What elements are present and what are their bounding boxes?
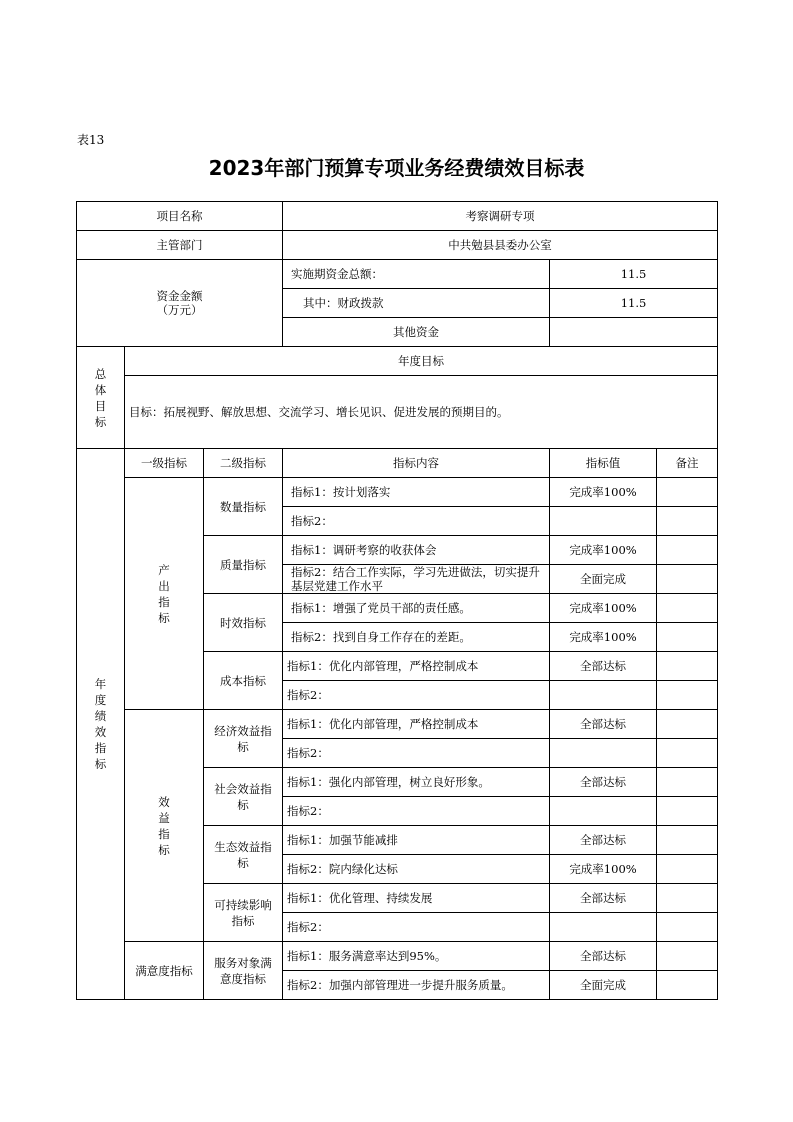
indicator-value: 全部达标 xyxy=(550,826,657,855)
indicator-content: 指标2： xyxy=(283,913,550,942)
level2-label: 服务对象满意度指标 xyxy=(204,942,283,1000)
funds-other-label: 其他资金 xyxy=(283,318,550,347)
level2-label: 时效指标 xyxy=(204,594,283,652)
level2-label: 社会效益指标 xyxy=(204,768,283,826)
level2-label: 生态效益指标 xyxy=(204,826,283,884)
indicator-value xyxy=(550,739,657,768)
indicator-value: 全面完成 xyxy=(550,971,657,1000)
performance-table xyxy=(76,201,718,1000)
indicator-remark xyxy=(657,884,718,913)
annual-goal-label: 年度目标 xyxy=(125,347,718,376)
indicator-content: 指标1：增强了党员干部的责任感。 xyxy=(283,594,550,623)
indicator-value: 全部达标 xyxy=(550,652,657,681)
funds-label: 资金金额 （万元） xyxy=(77,260,283,347)
indicator-content: 指标1：优化内部管理，严格控制成本 xyxy=(283,710,550,739)
indicator-content: 指标1：优化内部管理，严格控制成本 xyxy=(283,652,550,681)
indicator-remark xyxy=(657,855,718,884)
indicator-value: 完成率100% xyxy=(550,594,657,623)
level1-satisfaction xyxy=(125,942,204,1000)
indicator-content: 指标1：调研考察的收获体会 xyxy=(283,536,550,565)
indicator-value: 完成率100% xyxy=(550,855,657,884)
indicator-remark xyxy=(657,913,718,942)
overall-goal-text: 总体目标 xyxy=(94,366,107,429)
indicator-remark xyxy=(657,942,718,971)
indicator-remark xyxy=(657,507,718,536)
header-remark: 备注 xyxy=(657,449,718,478)
indicator-value: 全部达标 xyxy=(550,942,657,971)
indicator-value xyxy=(550,913,657,942)
indicator-value: 全部达标 xyxy=(550,710,657,739)
table-row xyxy=(77,942,718,971)
level1-benefit-text: 效益指标 xyxy=(158,794,170,857)
indicator-value xyxy=(550,681,657,710)
indicator-value: 全部达标 xyxy=(550,884,657,913)
indicator-value xyxy=(550,797,657,826)
indicator-remark xyxy=(657,710,718,739)
level2-label: 数量指标 xyxy=(204,478,283,536)
indicator-remark xyxy=(657,536,718,565)
funds-other-value xyxy=(550,318,718,347)
indicator-value xyxy=(550,507,657,536)
indicator-content: 指标1：按计划落实 xyxy=(283,478,550,507)
overall-goal-label xyxy=(77,347,125,449)
level1-benefit xyxy=(125,710,204,942)
indicator-content: 指标1：优化管理、持续发展 xyxy=(283,884,550,913)
indicator-value: 完成率100% xyxy=(550,623,657,652)
indicator-remark xyxy=(657,797,718,826)
indicator-content: 指标2： xyxy=(283,797,550,826)
annual-perf-text: 年度绩效指标 xyxy=(94,677,107,771)
indicator-value: 完成率100% xyxy=(550,536,657,565)
header-value: 指标值 xyxy=(550,449,657,478)
indicator-content: 指标2：找到自身工作存在的差距。 xyxy=(283,623,550,652)
indicator-remark xyxy=(657,768,718,797)
level1-output-text: 产出指标 xyxy=(158,562,170,625)
funds-total-value: 11.5 xyxy=(550,260,718,289)
table-row xyxy=(77,478,718,507)
indicator-content: 指标2：院内绿化达标 xyxy=(283,855,550,884)
indicator-content: 指标2： xyxy=(283,507,550,536)
dept-label: 主管部门 xyxy=(77,231,283,260)
funds-fiscal-value: 11.5 xyxy=(550,289,718,318)
indicator-remark xyxy=(657,971,718,1000)
indicator-value: 全部达标 xyxy=(550,768,657,797)
indicator-remark xyxy=(657,565,718,594)
level2-label: 成本指标 xyxy=(204,652,283,710)
indicator-remark xyxy=(657,681,718,710)
indicator-value: 全面完成 xyxy=(550,565,657,594)
header-level2: 二级指标 xyxy=(204,449,283,478)
indicator-content: 指标2：结合工作实际，学习先进做法，切实提升基层党建工作水平 xyxy=(283,565,550,594)
header-level1: 一级指标 xyxy=(125,449,204,478)
project-name-value: 考察调研专项 xyxy=(283,202,718,231)
table-row xyxy=(77,710,718,739)
level2-label: 经济效益指标 xyxy=(204,710,283,768)
funds-total-label: 实施期资金总额： xyxy=(283,260,550,289)
indicator-remark xyxy=(657,652,718,681)
indicator-content: 指标2：加强内部管理进一步提升服务质量。 xyxy=(283,971,550,1000)
funds-fiscal-label: 其中：财政拨款 xyxy=(283,289,550,318)
indicator-remark xyxy=(657,623,718,652)
annual-perf-label xyxy=(77,449,125,1000)
indicator-content: 指标1：加强节能减排 xyxy=(283,826,550,855)
page-title: 2023年部门预算专项业务经费绩效目标表 xyxy=(208,156,585,180)
level1-output xyxy=(125,478,204,710)
indicator-remark xyxy=(657,826,718,855)
table-tag: 表13 xyxy=(77,133,105,147)
indicator-remark xyxy=(657,739,718,768)
indicator-remark xyxy=(657,594,718,623)
indicator-value: 完成率100% xyxy=(550,478,657,507)
level2-label: 可持续影响指标 xyxy=(204,884,283,942)
indicator-content: 指标1：服务满意率达到95%。 xyxy=(283,942,550,971)
indicator-remark xyxy=(657,478,718,507)
indicator-content: 指标1：强化内部管理，树立良好形象。 xyxy=(283,768,550,797)
indicator-content: 指标2： xyxy=(283,681,550,710)
dept-value: 中共勉县县委办公室 xyxy=(283,231,718,260)
project-name-label: 项目名称 xyxy=(77,202,283,231)
level2-label: 质量指标 xyxy=(204,536,283,594)
level1-satisfaction-text: 满意度指标 xyxy=(135,963,193,978)
indicator-content: 指标2： xyxy=(283,739,550,768)
annual-goal-text: 目标：拓展视野、解放思想、交流学习、增长见识、促进发展的预期目的。 xyxy=(125,376,718,449)
header-content: 指标内容 xyxy=(283,449,550,478)
